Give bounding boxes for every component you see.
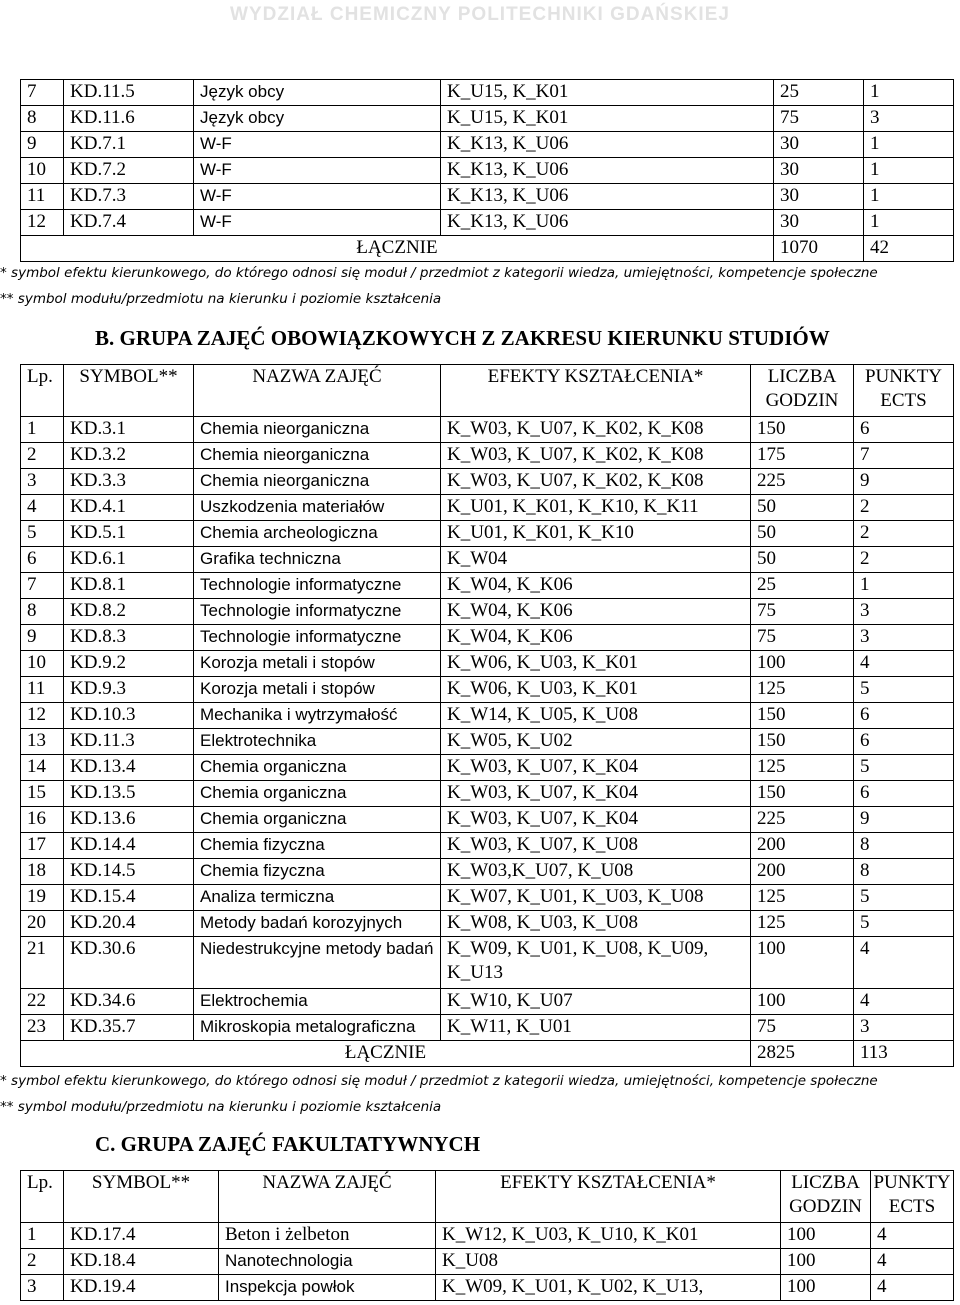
cell-symbol: KD.18.4	[64, 1249, 219, 1275]
cell-symbol: KD.8.2	[64, 599, 194, 625]
table-row	[21, 106, 954, 132]
cell-ects: 1	[864, 184, 954, 210]
cell-lp: 14	[21, 755, 64, 781]
cell-name: Korozja metali i stopów	[194, 677, 441, 703]
cell-effects: K_W07, K_U01, K_U03, K_U08	[441, 885, 751, 911]
cell-hours: 125	[751, 755, 854, 781]
table-row	[21, 729, 954, 755]
cell-name: Inspekcja powłok	[219, 1275, 436, 1301]
cell-ects: 9	[854, 469, 954, 495]
table-row	[21, 885, 954, 911]
cell-hours: 100	[751, 651, 854, 677]
table-row	[21, 989, 954, 1015]
cell-ects: 4	[854, 989, 954, 1015]
table-row	[21, 573, 954, 599]
cell-name: W-F	[194, 210, 441, 236]
cell-symbol: KD.9.3	[64, 677, 194, 703]
cell-name: Chemia fizyczna	[194, 859, 441, 885]
cell-hours: 50	[751, 521, 854, 547]
cell-ects: 6	[854, 417, 954, 443]
header-hours: LICZBA GODZIN	[751, 365, 854, 417]
table-row	[21, 1223, 954, 1249]
cell-ects: 6	[854, 729, 954, 755]
cell-hours: 30	[774, 210, 864, 236]
cell-lp: 10	[21, 158, 64, 184]
table-row	[21, 521, 954, 547]
cell-hours: 100	[751, 937, 854, 989]
cell-lp: 9	[21, 132, 64, 158]
cell-lp: 8	[21, 106, 64, 132]
cell-hours: 25	[751, 573, 854, 599]
cell-name: Chemia nieorganiczna	[194, 417, 441, 443]
cell-symbol: KD.3.2	[64, 443, 194, 469]
table-b-total-row	[21, 1041, 954, 1067]
cell-ects: 5	[854, 911, 954, 937]
table-row	[21, 184, 954, 210]
header-ects: PUNKTY ECTS	[871, 1171, 954, 1223]
cell-name: Chemia archeologiczna	[194, 521, 441, 547]
cell-ects: 2	[854, 521, 954, 547]
cell-symbol: KD.9.2	[64, 651, 194, 677]
table-row	[21, 625, 954, 651]
header-name: NAZWA ZAJĘĆ	[219, 1171, 436, 1223]
cell-symbol: KD.34.6	[64, 989, 194, 1015]
cell-lp: 23	[21, 1015, 64, 1041]
cell-lp: 3	[21, 1275, 64, 1301]
cell-hours: 75	[751, 599, 854, 625]
cell-effects: K_W10, K_U07	[441, 989, 751, 1015]
cell-effects: K_W06, K_U03, K_K01	[441, 677, 751, 703]
table-a-total-row	[21, 236, 954, 262]
cell-lp: 10	[21, 651, 64, 677]
cell-lp: 9	[21, 625, 64, 651]
cell-ects: 8	[854, 833, 954, 859]
cell-symbol: KD.11.6	[64, 106, 194, 132]
table-row	[21, 937, 954, 989]
cell-symbol: KD.20.4	[64, 911, 194, 937]
cell-name: Korozja metali i stopów	[194, 651, 441, 677]
footnote-effects-b: * symbol efektu kierunkowego, do którego odnosi się moduł / przedmiot z kategorii wiedza, umiejętności, kompetencje społeczne	[0, 1073, 878, 1089]
cell-name: Metody badań korozyjnych	[194, 911, 441, 937]
cell-effects: K_W12, K_U03, K_U10, K_K01	[436, 1223, 781, 1249]
cell-symbol: KD.13.6	[64, 807, 194, 833]
table-row	[21, 158, 954, 184]
cell-name: Chemia fizyczna	[194, 833, 441, 859]
cell-symbol: KD.3.1	[64, 417, 194, 443]
table-row	[21, 1015, 954, 1041]
cell-symbol: KD.3.3	[64, 469, 194, 495]
table-row	[21, 651, 954, 677]
cell-name: Technologie informatyczne	[194, 625, 441, 651]
cell-name: Mechanika i wytrzymałość	[194, 703, 441, 729]
cell-ects: 4	[871, 1275, 954, 1301]
cell-hours: 75	[751, 1015, 854, 1041]
cell-effects: K_K13, K_U06	[441, 184, 774, 210]
cell-ects: 7	[854, 443, 954, 469]
cell-ects: 2	[854, 547, 954, 573]
footnote-effects: * symbol efektu kierunkowego, do którego odnosi się moduł / przedmiot z kategorii wiedza, umiejętności, kompetencje społeczne	[0, 265, 878, 281]
cell-effects: K_W04, K_K06	[441, 573, 751, 599]
cell-symbol: KD.14.5	[64, 859, 194, 885]
cell-ects: 3	[854, 1015, 954, 1041]
cell-name: Chemia organiczna	[194, 781, 441, 807]
cell-symbol: KD.14.4	[64, 833, 194, 859]
cell-lp: 12	[21, 703, 64, 729]
cell-lp: 13	[21, 729, 64, 755]
section-c-title: C. GRUPA ZAJĘĆ FAKULTATYWNYCH	[95, 1132, 481, 1156]
cell-ects: 3	[854, 599, 954, 625]
cell-hours: 75	[774, 106, 864, 132]
cell-lp: 2	[21, 1249, 64, 1275]
cell-lp: 12	[21, 210, 64, 236]
cell-ects: 3	[854, 625, 954, 651]
cell-hours: 100	[781, 1275, 871, 1301]
cell-hours: 125	[751, 911, 854, 937]
table-row	[21, 547, 954, 573]
cell-symbol: KD.5.1	[64, 521, 194, 547]
cell-name: Nanotechnologia	[219, 1249, 436, 1275]
cell-effects: K_W03, K_U07, K_K04	[441, 807, 751, 833]
table-b-header-row	[21, 365, 954, 417]
header-symbol: SYMBOL**	[64, 1171, 219, 1223]
cell-lp: 16	[21, 807, 64, 833]
cell-symbol: KD.7.2	[64, 158, 194, 184]
table-c-header-row	[21, 1171, 954, 1223]
cell-symbol: KD.17.4	[64, 1223, 219, 1249]
cell-symbol: KD.7.4	[64, 210, 194, 236]
cell-hours: 100	[781, 1223, 871, 1249]
cell-ects: 4	[854, 651, 954, 677]
cell-effects: K_W03, K_U07, K_K02, K_K08	[441, 469, 751, 495]
cell-lp: 1	[21, 417, 64, 443]
cell-hours: 75	[751, 625, 854, 651]
cell-name: Język obcy	[194, 80, 441, 106]
cell-symbol: KD.13.5	[64, 781, 194, 807]
cell-name: Niedestrukcyjne metody badań	[194, 937, 441, 989]
cell-ects: 5	[854, 755, 954, 781]
cell-effects: K_W04	[441, 547, 751, 573]
cell-ects: 5	[854, 677, 954, 703]
header-effects: EFEKTY KSZTAŁCENIA*	[436, 1171, 781, 1223]
cell-ects: 6	[854, 703, 954, 729]
page-header-title: WYDZIAŁ CHEMICZNY POLITECHNIKI GDAŃSKIEJ	[230, 4, 730, 25]
cell-effects: K_W05, K_U02	[441, 729, 751, 755]
cell-effects: K_W06, K_U03, K_K01	[441, 651, 751, 677]
cell-hours: 225	[751, 469, 854, 495]
cell-ects: 3	[864, 106, 954, 132]
cell-lp: 2	[21, 443, 64, 469]
total-hours: 2825	[751, 1041, 854, 1067]
header-symbol: SYMBOL**	[64, 365, 194, 417]
total-ects: 42	[864, 236, 954, 262]
total-ects: 113	[854, 1041, 954, 1067]
cell-name: Technologie informatyczne	[194, 573, 441, 599]
table-row	[21, 80, 954, 106]
cell-name: Analiza termiczna	[194, 885, 441, 911]
table-row	[21, 1249, 954, 1275]
cell-ects: 8	[854, 859, 954, 885]
cell-lp: 7	[21, 80, 64, 106]
cell-symbol: KD.11.3	[64, 729, 194, 755]
cell-hours: 50	[751, 495, 854, 521]
cell-hours: 100	[781, 1249, 871, 1275]
cell-hours: 30	[774, 132, 864, 158]
header-hours: LICZBA GODZIN	[781, 1171, 871, 1223]
cell-effects: K_W04, K_K06	[441, 625, 751, 651]
cell-effects: K_W09, K_U01, K_U08, K_U09, K_U13	[441, 937, 751, 989]
cell-effects: K_K13, K_U06	[441, 210, 774, 236]
cell-name: Chemia nieorganiczna	[194, 443, 441, 469]
table-row	[21, 132, 954, 158]
cell-effects: K_W09, K_U01, K_U02, K_U13,	[436, 1275, 781, 1301]
cell-effects: K_W14, K_U05, K_U08	[441, 703, 751, 729]
cell-lp: 7	[21, 573, 64, 599]
cell-hours: 125	[751, 885, 854, 911]
cell-symbol: KD.15.4	[64, 885, 194, 911]
table-a	[20, 79, 954, 262]
cell-hours: 225	[751, 807, 854, 833]
cell-hours: 150	[751, 781, 854, 807]
cell-lp: 19	[21, 885, 64, 911]
cell-hours: 50	[751, 547, 854, 573]
cell-effects: K_W03, K_U07, K_K04	[441, 781, 751, 807]
cell-name: Grafika techniczna	[194, 547, 441, 573]
cell-effects: K_U15, K_K01	[441, 106, 774, 132]
cell-effects: K_U01, K_K01, K_K10, K_K11	[441, 495, 751, 521]
cell-symbol: KD.7.3	[64, 184, 194, 210]
cell-lp: 1	[21, 1223, 64, 1249]
table-row	[21, 469, 954, 495]
cell-name: Chemia organiczna	[194, 755, 441, 781]
table-row	[21, 677, 954, 703]
cell-lp: 5	[21, 521, 64, 547]
cell-ects: 1	[864, 80, 954, 106]
cell-lp: 20	[21, 911, 64, 937]
table-row	[21, 495, 954, 521]
cell-symbol: KD.13.4	[64, 755, 194, 781]
table-row	[21, 859, 954, 885]
cell-name: Język obcy	[194, 106, 441, 132]
cell-effects: K_U01, K_K01, K_K10	[441, 521, 751, 547]
cell-effects: K_W03, K_U07, K_K02, K_K08	[441, 443, 751, 469]
cell-symbol: KD.35.7	[64, 1015, 194, 1041]
cell-hours: 25	[774, 80, 864, 106]
cell-ects: 1	[864, 132, 954, 158]
cell-ects: 5	[854, 885, 954, 911]
cell-hours: 150	[751, 703, 854, 729]
total-hours: 1070	[774, 236, 864, 262]
table-row	[21, 807, 954, 833]
cell-name: Uszkodzenia materiałów	[194, 495, 441, 521]
cell-hours: 150	[751, 729, 854, 755]
cell-lp: 15	[21, 781, 64, 807]
cell-ects: 4	[871, 1249, 954, 1275]
cell-effects: K_W03,K_U07, K_U08	[441, 859, 751, 885]
cell-name: Elektrotechnika	[194, 729, 441, 755]
cell-name: Beton i żelbeton	[219, 1223, 436, 1249]
table-row	[21, 417, 954, 443]
total-label: ŁĄCZNIE	[21, 1041, 751, 1067]
table-row	[21, 599, 954, 625]
cell-hours: 175	[751, 443, 854, 469]
header-lp: Lp.	[21, 365, 64, 417]
section-b-title: B. GRUPA ZAJĘĆ OBOWIĄZKOWYCH Z ZAKRESU KIERUNKU STUDIÓW	[95, 326, 830, 350]
header-name: NAZWA ZAJĘĆ	[194, 365, 441, 417]
footnote-symbol: ** symbol modułu/przedmiotu na kierunku i poziomie kształcenia	[0, 291, 442, 307]
cell-ects: 6	[854, 781, 954, 807]
table-row	[21, 210, 954, 236]
cell-name: Chemia nieorganiczna	[194, 469, 441, 495]
header-lp: Lp.	[21, 1171, 64, 1223]
cell-lp: 18	[21, 859, 64, 885]
total-label: ŁĄCZNIE	[21, 236, 774, 262]
cell-symbol: KD.7.1	[64, 132, 194, 158]
cell-lp: 8	[21, 599, 64, 625]
cell-name: Technologie informatyczne	[194, 599, 441, 625]
cell-symbol: KD.8.3	[64, 625, 194, 651]
table-row	[21, 1275, 954, 1301]
cell-effects: K_U08	[436, 1249, 781, 1275]
cell-effects: K_W03, K_U07, K_K04	[441, 755, 751, 781]
cell-name: W-F	[194, 184, 441, 210]
table-row	[21, 755, 954, 781]
cell-lp: 21	[21, 937, 64, 989]
cell-hours: 125	[751, 677, 854, 703]
cell-name: Mikroskopia metalograficzna	[194, 1015, 441, 1041]
cell-ects: 4	[854, 937, 954, 989]
cell-name: Chemia organiczna	[194, 807, 441, 833]
cell-hours: 100	[751, 989, 854, 1015]
cell-ects: 1	[864, 210, 954, 236]
cell-lp: 6	[21, 547, 64, 573]
cell-hours: 200	[751, 859, 854, 885]
footnote-symbol-b: ** symbol modułu/przedmiotu na kierunku i poziomie kształcenia	[0, 1099, 442, 1115]
cell-hours: 30	[774, 184, 864, 210]
cell-effects: K_W03, K_U07, K_U08	[441, 833, 751, 859]
cell-ects: 1	[864, 158, 954, 184]
cell-effects: K_W03, K_U07, K_K02, K_K08	[441, 417, 751, 443]
cell-ects: 2	[854, 495, 954, 521]
cell-ects: 4	[871, 1223, 954, 1249]
table-b	[20, 364, 954, 1067]
cell-symbol: KD.19.4	[64, 1275, 219, 1301]
cell-hours: 150	[751, 417, 854, 443]
cell-effects: K_W04, K_K06	[441, 599, 751, 625]
cell-name: Elektrochemia	[194, 989, 441, 1015]
cell-lp: 4	[21, 495, 64, 521]
cell-symbol: KD.8.1	[64, 573, 194, 599]
cell-symbol: KD.4.1	[64, 495, 194, 521]
cell-lp: 11	[21, 184, 64, 210]
cell-symbol: KD.11.5	[64, 80, 194, 106]
table-row	[21, 703, 954, 729]
cell-effects: K_W08, K_U03, K_U08	[441, 911, 751, 937]
cell-lp: 3	[21, 469, 64, 495]
cell-hours: 200	[751, 833, 854, 859]
cell-name: W-F	[194, 158, 441, 184]
cell-ects: 1	[854, 573, 954, 599]
header-ects: PUNKTY ECTS	[854, 365, 954, 417]
cell-hours: 30	[774, 158, 864, 184]
cell-effects: K_W11, K_U01	[441, 1015, 751, 1041]
cell-effects: K_U15, K_K01	[441, 80, 774, 106]
cell-lp: 11	[21, 677, 64, 703]
cell-lp: 17	[21, 833, 64, 859]
table-row	[21, 443, 954, 469]
table-c	[20, 1170, 954, 1301]
cell-effects: K_K13, K_U06	[441, 158, 774, 184]
cell-symbol: KD.30.6	[64, 937, 194, 989]
table-row	[21, 911, 954, 937]
table-row	[21, 833, 954, 859]
cell-lp: 22	[21, 989, 64, 1015]
cell-ects: 9	[854, 807, 954, 833]
cell-name: W-F	[194, 132, 441, 158]
cell-symbol: KD.6.1	[64, 547, 194, 573]
cell-symbol: KD.10.3	[64, 703, 194, 729]
header-effects: EFEKTY KSZTAŁCENIA*	[441, 365, 751, 417]
table-row	[21, 781, 954, 807]
cell-effects: K_K13, K_U06	[441, 132, 774, 158]
